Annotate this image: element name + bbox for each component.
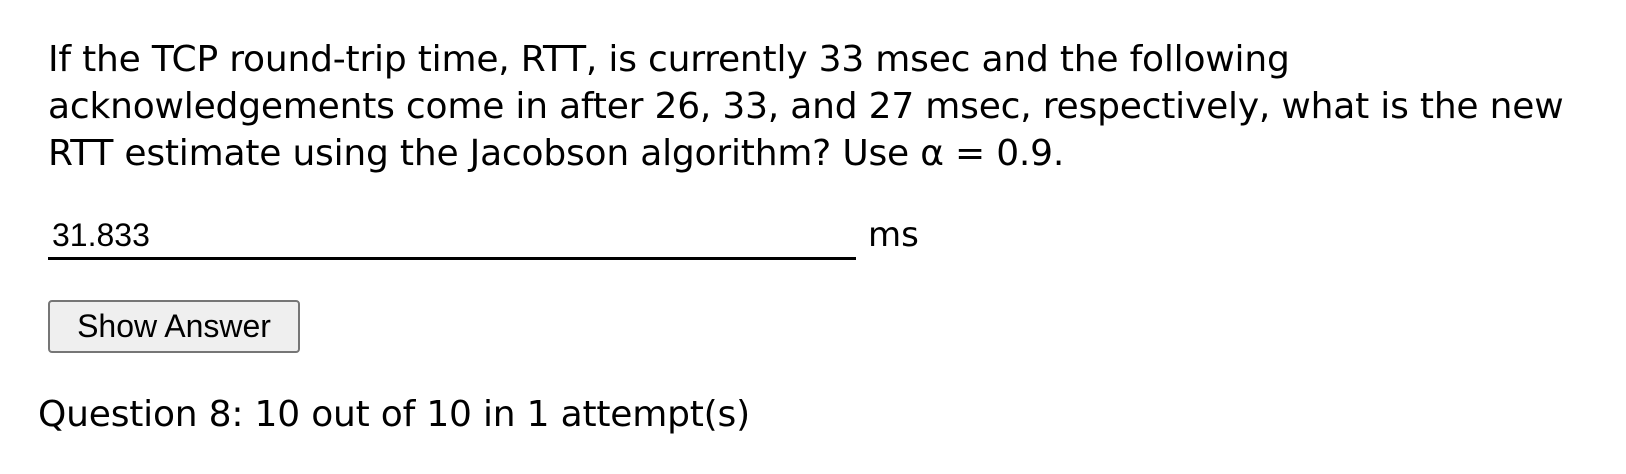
question-text: If the TCP round-trip time, RTT, is currently 33 msec and the following acknowledgements come in after 26, 33, and 27 msec, respectively, what is the new RTT estimate using the Jacobson algorithm? Use α = 0.9. [48, 39, 1564, 174]
answer-row [48, 213, 919, 263]
show-answer-button[interactable]: Show Answer [48, 300, 300, 353]
answer-input[interactable] [48, 213, 856, 260]
score-status: Question 8: 10 out of 10 in 1 attempt(s) [38, 394, 750, 435]
unit-label: ms [868, 215, 919, 255]
